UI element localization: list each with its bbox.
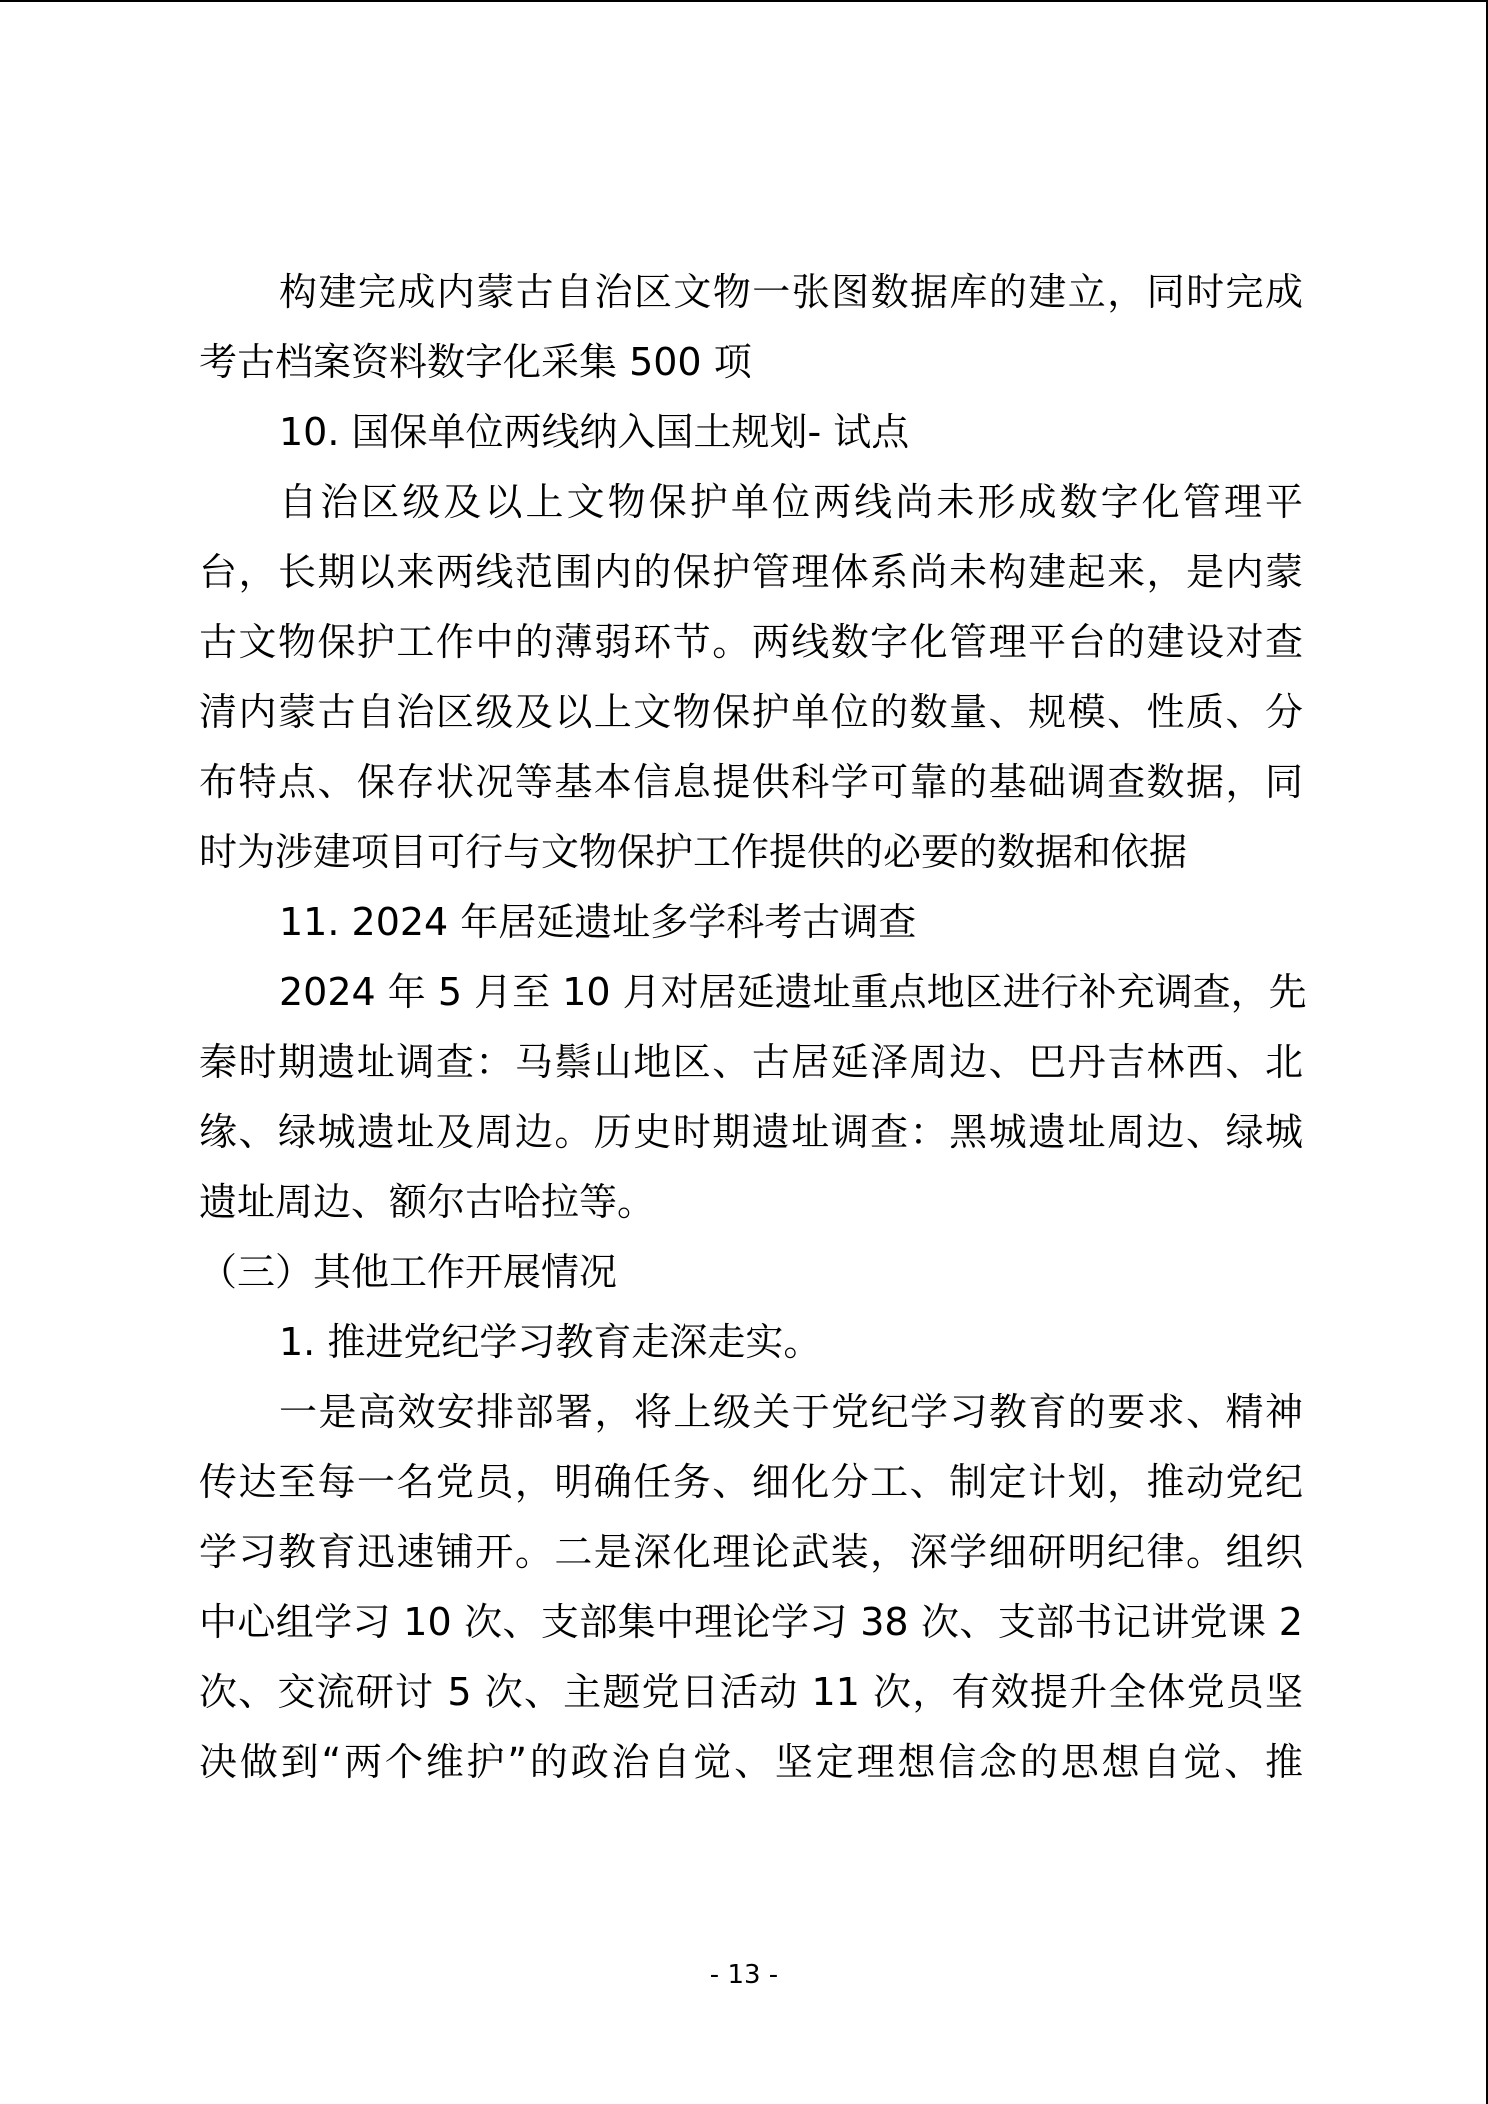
text-line: 时为涉建项目可行与文物保护工作提供的必要的数据和依据 <box>199 830 1188 874</box>
text-line: 布特点、保存状况等基本信息提供科学可靠的基础调查数据，同 <box>199 760 1303 804</box>
text-line: 决做到“两个维护”的政治自觉、坚定理想信念的思想自觉、推 <box>199 1740 1303 1784</box>
text-line: 2024 年 5 月至 10 月对居延遗址重点地区进行补充调查，先 <box>279 970 1307 1014</box>
text-line: 台，长期以来两线范围内的保护管理体系尚未构建起来，是内蒙 <box>199 550 1303 594</box>
section-heading: 1. 推进党纪学习教育走深走实。 <box>279 1320 822 1364</box>
text-line: 古文物保护工作中的薄弱环节。两线数字化管理平台的建设对查 <box>199 620 1303 664</box>
text-line: 缘、绿城遗址及周边。历史时期遗址调查：黑城遗址周边、绿城 <box>199 1110 1303 1154</box>
text-line: 自治区级及以上文物保护单位两线尚未形成数字化管理平 <box>279 480 1303 524</box>
text-line: 构建完成内蒙古自治区文物一张图数据库的建立，同时完成 <box>279 270 1303 314</box>
text-line: 中心组学习 10 次、支部集中理论学习 38 次、支部书记讲党课 2 <box>199 1600 1303 1644</box>
text-line: 次、交流研讨 5 次、主题党日活动 11 次，有效提升全体党员坚 <box>199 1670 1303 1714</box>
text-line: 遗址周边、额尔古哈拉等。 <box>199 1180 656 1224</box>
text-line: 学习教育迅速铺开。二是深化理论武装，深学细研明纪律。组织 <box>199 1530 1303 1574</box>
section-heading: （三）其他工作开展情况 <box>199 1250 618 1294</box>
text-line: 秦时期遗址调查：马鬃山地区、古居延泽周边、巴丹吉林西、北 <box>199 1040 1303 1084</box>
text-line: 传达至每一名党员，明确任务、细化分工、制定计划，推动党纪 <box>199 1460 1303 1504</box>
text-line: 清内蒙古自治区级及以上文物保护单位的数量、规模、性质、分 <box>199 690 1303 734</box>
page-top-border <box>0 0 1488 2</box>
text-line: 考古档案资料数字化采集 500 项 <box>199 340 752 384</box>
page-number: - 13 - <box>709 1960 779 1990</box>
text-line: 一是高效安排部署，将上级关于党纪学习教育的要求、精神 <box>279 1390 1303 1434</box>
section-heading: 10. 国保单位两线纳入国土规划- 试点 <box>279 410 910 454</box>
section-heading: 11. 2024 年居延遗址多学科考古调查 <box>279 900 917 944</box>
